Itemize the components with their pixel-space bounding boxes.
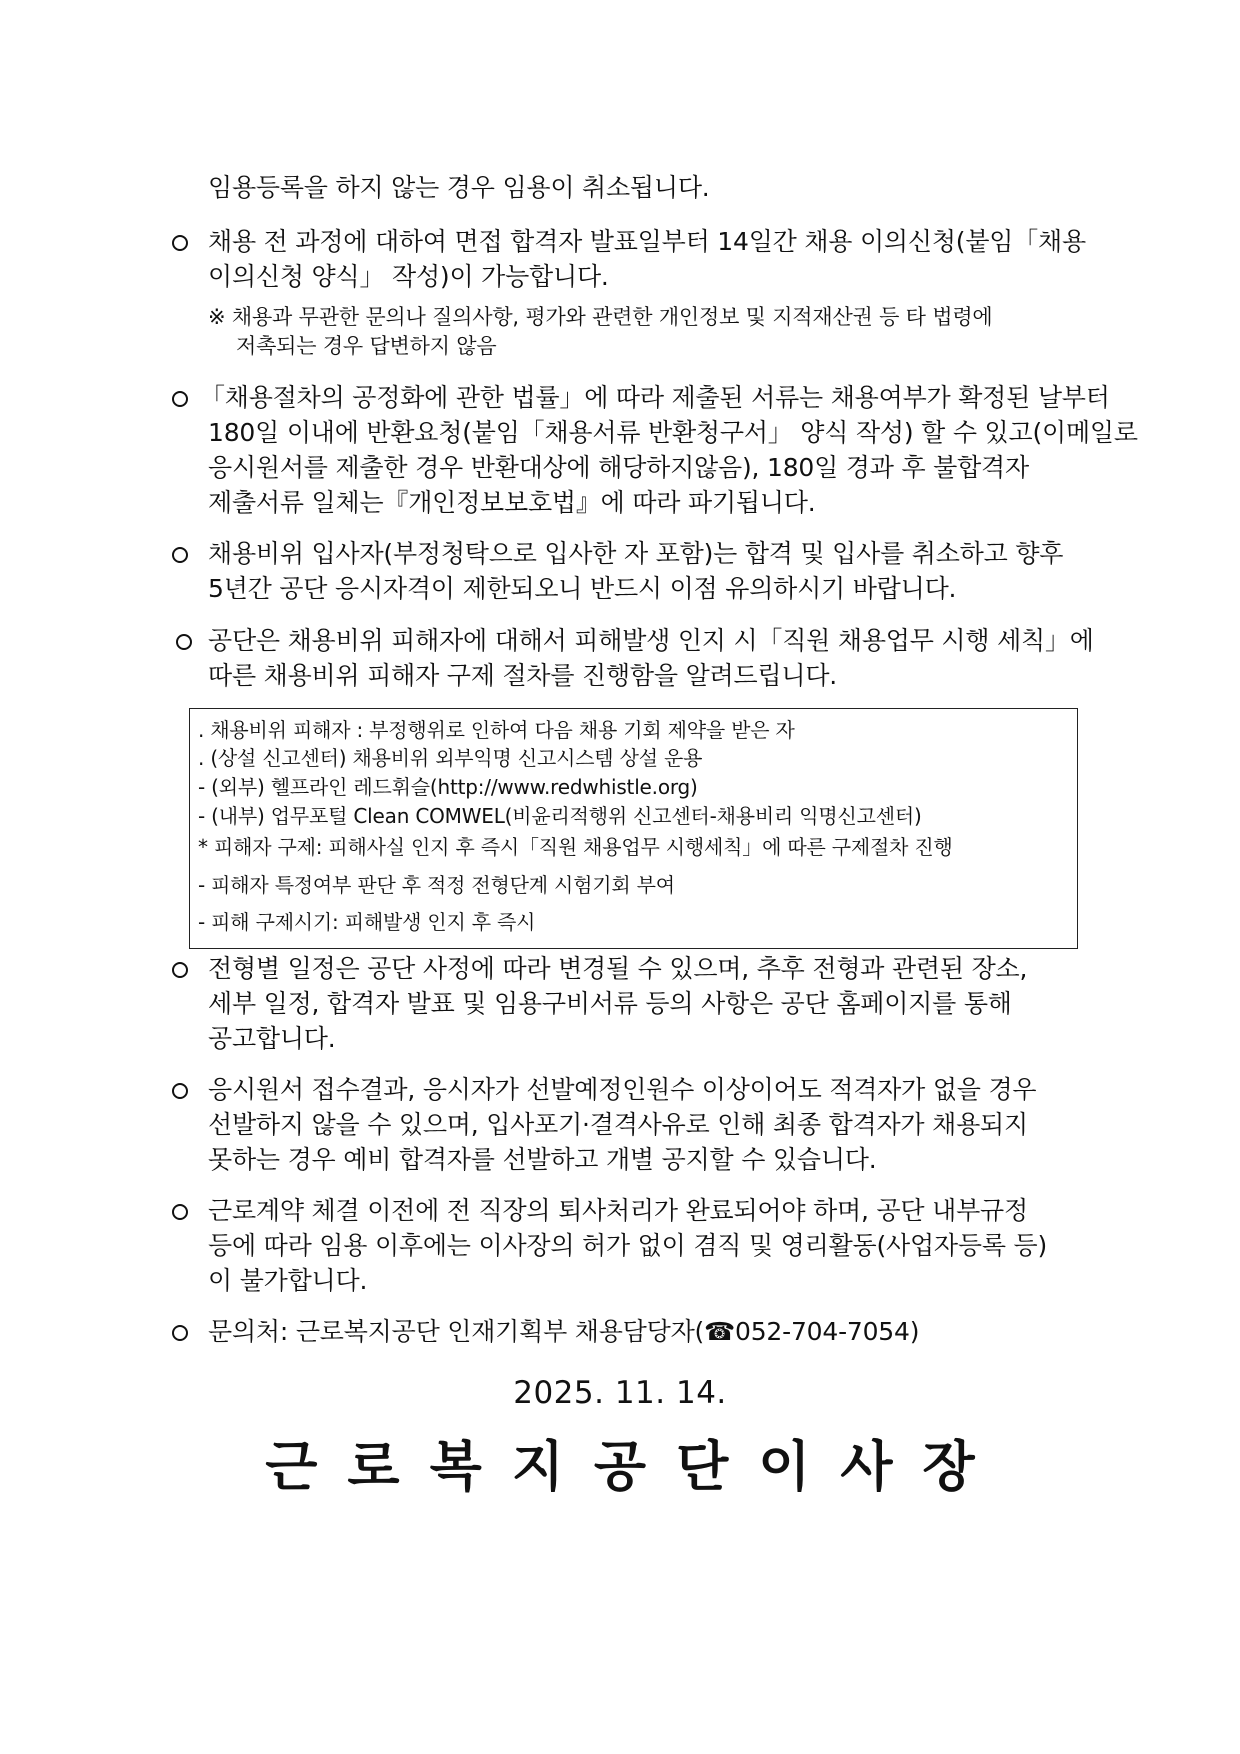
item-line: 180일 이내에 반환요청(붙임「채용서류 반환청구서」 양식 작성) 할 수 있고(이메일로 — [208, 418, 1138, 447]
box-line: - 피해 구제시기: 피해발생 인지 후 즉시 — [198, 910, 536, 934]
continuation-text: 임용등록을 하지 않는 경우 임용이 취소됩니다. — [208, 173, 710, 202]
item-line: 공고합니다. — [208, 1024, 336, 1053]
item-line: 5년간 공단 응시자격이 제한되오니 반드시 이점 유의하시기 바랍니다. — [208, 574, 957, 603]
issuer-signature: 근로복지공단이사장 — [265, 1435, 1005, 1498]
item-line: 「채용절차의 공정화에 관한 법률」에 따라 제출된 서류는 채용여부가 확정된 날부터 — [200, 383, 1110, 412]
bullet-circle-icon — [172, 235, 188, 251]
victim-relief-box — [189, 708, 1078, 949]
item-line: 채용 전 과정에 대하여 면접 합격자 발표일부터 14일간 채용 이의신청(붙임「채용 — [208, 227, 1086, 256]
bullet-circle-icon — [176, 634, 192, 650]
box-line: - (외부) 헬프라인 레드휘슬(http://www.redwhistle.org) — [198, 775, 698, 799]
item-line: 따른 채용비위 피해자 구제 절차를 진행함을 알려드립니다. — [208, 661, 838, 690]
item-line: 제출서류 일체는『개인정보보호법』에 따라 파기됩니다. — [208, 488, 816, 517]
note-line: 저촉되는 경우 답변하지 않음 — [236, 334, 497, 358]
document-date: 2025. 11. 14. — [513, 1375, 727, 1411]
item-line: 응시원서 접수결과, 응시자가 선발예정인원수 이상이어도 적격자가 없을 경우 — [208, 1075, 1037, 1104]
box-line: . (상설 신고센터) 채용비위 외부익명 신고시스템 상설 운용 — [198, 746, 703, 770]
bullet-circle-icon — [172, 1325, 188, 1341]
contact-line: 문의처: 근로복지공단 인재기획부 채용담당자(☎052-704-7054) — [208, 1317, 920, 1346]
note-line: ※ 채용과 무관한 문의나 질의사항, 평가와 관련한 개인정보 및 지적재산권 등 타 법령에 — [208, 305, 993, 329]
item-line: 근로계약 체결 이전에 전 직장의 퇴사처리가 완료되어야 하며, 공단 내부규정 — [208, 1196, 1028, 1225]
box-line: . 채용비위 피해자 : 부정행위로 인하여 다음 채용 기회 제약을 받은 자 — [198, 718, 795, 742]
item-line: 세부 일정, 합격자 발표 및 임용구비서류 등의 사항은 공단 홈페이지를 통해 — [208, 989, 1012, 1018]
bullet-circle-icon — [172, 547, 188, 563]
bullet-circle-icon — [172, 962, 188, 978]
box-line: - (내부) 업무포털 Clean COMWEL(비윤리적행위 신고센터-채용비리 익명신고센터) — [198, 804, 922, 828]
item-line: 채용비위 입사자(부정청탁으로 입사한 자 포함)는 합격 및 입사를 취소하고 향후 — [208, 539, 1064, 568]
item-line: 등에 따라 임용 이후에는 이사장의 허가 없이 겸직 및 영리활동(사업자등록 등) — [208, 1231, 1048, 1260]
item-line: 이의신청 양식」 작성)이 가능합니다. — [208, 262, 609, 291]
item-line: 못하는 경우 예비 합격자를 선발하고 개별 공지할 수 있습니다. — [208, 1145, 877, 1174]
item-line: 선발하지 않을 수 있으며, 입사포기·결격사유로 인해 최종 합격자가 채용되지 — [208, 1110, 1028, 1139]
bullet-circle-icon — [172, 1083, 188, 1099]
box-line: - 피해자 특정여부 판단 후 적정 전형단계 시험기회 부여 — [198, 873, 675, 897]
bullet-circle-icon — [172, 1204, 188, 1220]
bullet-circle-icon — [172, 391, 188, 407]
box-line: * 피해자 구제: 피해사실 인지 후 즉시「직원 채용업무 시행세칙」에 따른 구제절차 진행 — [198, 835, 953, 859]
item-line: 공단은 채용비위 피해자에 대해서 피해발생 인지 시「직원 채용업무 시행 세칙」에 — [208, 626, 1094, 655]
item-line: 전형별 일정은 공단 사정에 따라 변경될 수 있으며, 추후 전형과 관련된 장소, — [208, 954, 1028, 983]
item-line: 이 불가합니다. — [208, 1266, 368, 1295]
item-line: 응시원서를 제출한 경우 반환대상에 해당하지않음), 180일 경과 후 불합격자 — [208, 453, 1029, 482]
